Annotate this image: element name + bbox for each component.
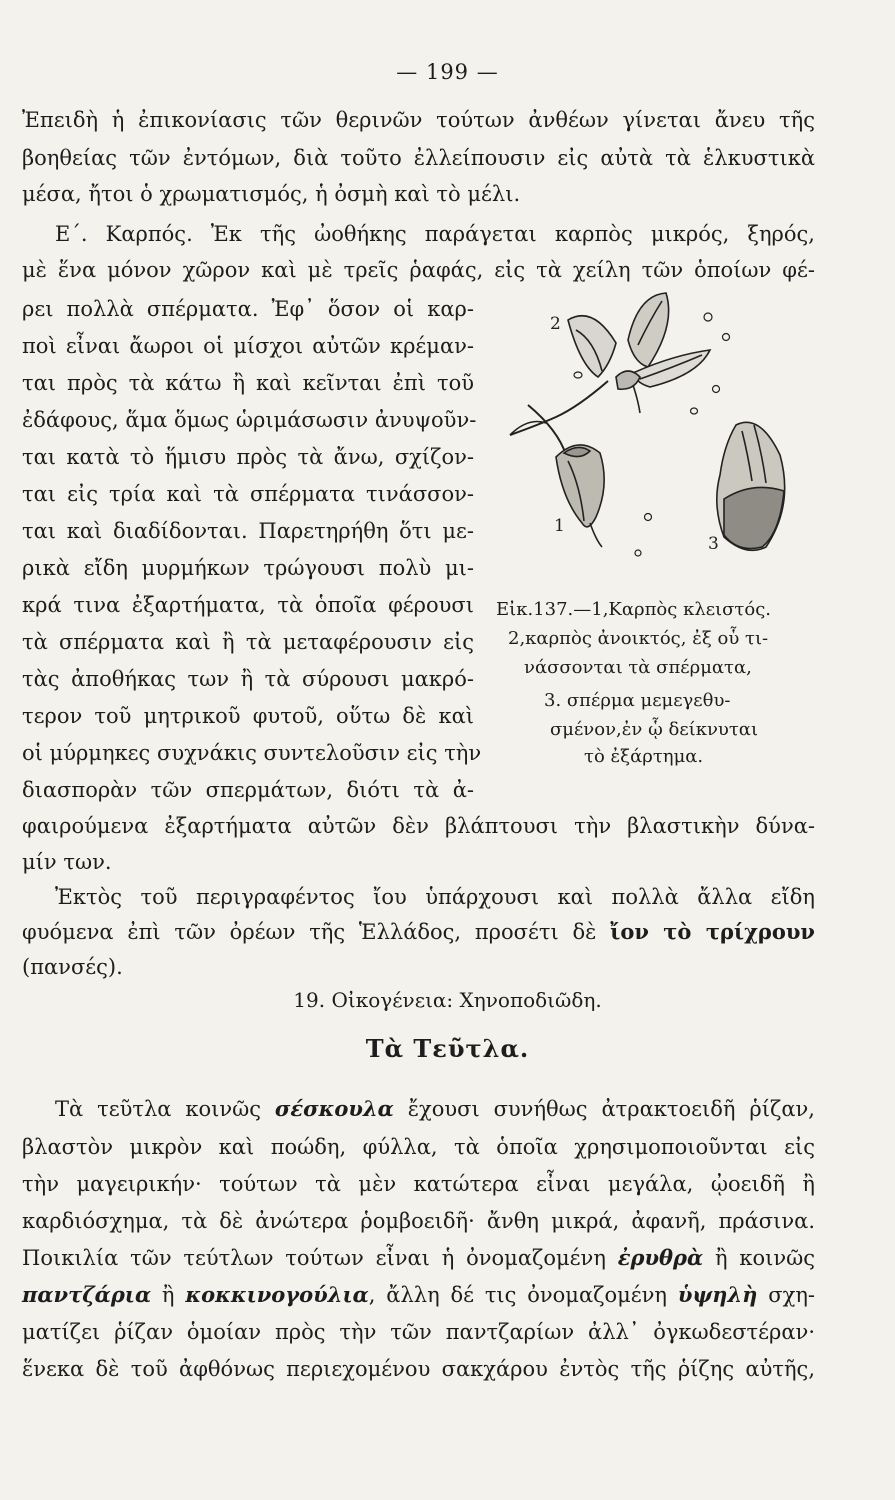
- term-erythra: ἐρυθρὰ: [617, 1245, 704, 1270]
- text-line: τὴν μαγειρικήν· τούτων τὰ μὲν κατώτερα εἶναι μεγάλα, ᾠοειδῆ ἢ: [22, 1172, 815, 1196]
- column-line: ρικὰ εἴδη μυρμήκων τρώγουσι πολὺ μι-: [22, 556, 474, 580]
- section-title: Τὰ Τεῦτλα.: [365, 1034, 530, 1063]
- column-line: ἐδάφους, ἅμα ὅμως ὡριμάσωσιν ἀνυψοῦν-: [22, 408, 477, 432]
- column-line: ται κατὰ τὸ ἥμισυ πρὸς τὰ ἄνω, σχίζον-: [22, 445, 474, 469]
- figure-caption-line: τὸ ἐξάρτημα.: [584, 746, 704, 767]
- term-ypsili: ὑψηλὴ: [677, 1282, 758, 1307]
- text-line: ἕνεκα δὲ τοῦ ἀφθόνως περιεχομένου σακχάρου ἐντὸς τῆς ῥίζης αὐτῆς,: [22, 1357, 815, 1381]
- text-line: (πανσές).: [22, 955, 123, 979]
- term-seskoula: σέσκουλα: [274, 1096, 394, 1121]
- text-line: [22, 918, 815, 946]
- text-run: , ἄλλη δέ τις ὀνομαζομένη: [368, 1283, 678, 1307]
- text-line: βοηθείας τῶν ἐντόμων, διὰ τοῦτο ἐλλείπουσιν εἰς αὐτὰ τὰ ἑλκυστικὰ: [22, 146, 815, 170]
- column-line: τὰς ἀποθήκας των ἢ τὰ σύρουσι μακρό-: [22, 667, 474, 691]
- figure-label-1: 1: [554, 516, 565, 536]
- text-run: Τὰ τεῦτλα κοινῶς: [55, 1097, 275, 1121]
- column-line: ται εἰς τρία καὶ τὰ σπέρματα τινάσσον-: [22, 482, 474, 506]
- figure-caption-line: 3. σπέρμα μεμεγεθυ-: [544, 690, 731, 711]
- bold-term-tricolor-violet: ἴον τὸ τρίχρουν: [610, 919, 816, 944]
- term-pantzaria: παντζάρια: [22, 1282, 152, 1307]
- text-line: καρδιόσχημα, τὰ δὲ ἀνώτερα ῥομβοειδῆ· ἄνθη μικρά, ἀφανῆ, πράσινα.: [22, 1209, 815, 1233]
- text-run: σχη-: [757, 1283, 816, 1307]
- text-line: μὲ ἕνα μόνον χῶρον καὶ μὲ τρεῖς ῥαφάς, εἰς τὰ χείλη τῶν ὁποίων φέ-: [22, 258, 815, 282]
- text-run: φυόμενα ἐπὶ τῶν ὀρέων τῆς Ἑλλάδος, προσέτι δὲ: [22, 920, 611, 944]
- figure-caption-line: νάσσονται τὰ σπέρματα,: [524, 657, 752, 678]
- column-line: οἱ μύρμηκες συχνάκις συντελοῦσιν εἰς τὴν: [22, 741, 482, 765]
- text-line: φαιρούμενα ἐξαρτήματα αὐτῶν δὲν βλάπτουσι τὴν βλαστικὴν δύνα-: [22, 814, 815, 838]
- text-run: ἢ κοινῶς: [703, 1246, 816, 1270]
- fruit-illustration: [498, 285, 818, 585]
- column-line: ρει πολλὰ σπέρματα. Ἐφ᾽ ὅσον οἱ καρ-: [22, 297, 474, 321]
- figure-caption-line: 2,καρπὸς ἀνοικτός, ἐξ οὗ τι-: [508, 628, 769, 649]
- text-line-fruit-heading: Ε΄. Καρπός. Ἐκ τῆς ὠοθήκης παράγεται καρπὸς μικρός, ξηρός,: [55, 222, 815, 246]
- figure-caption-line: Εἰκ.137.—1,Καρπὸς κλειστός.: [496, 599, 772, 620]
- figure-caption-line: σμένον,ἐν ᾧ δείκνυται: [550, 719, 759, 740]
- page-number: — 199 —: [396, 60, 499, 84]
- text-run: Ποικιλία τῶν τεύτλων τούτων εἶναι ἡ ὀνομαζομένη: [22, 1246, 618, 1270]
- column-line: ται καὶ διαδίδονται. Παρετηρήθη ὅτι με-: [22, 519, 474, 543]
- text-run: ἔχουσι συνήθως ἀτρακτοειδῆ ῥίζαν,: [393, 1097, 815, 1121]
- figure-label-2: 2: [550, 314, 561, 334]
- text-line: βλαστὸν μικρὸν καὶ ποώδη, φύλλα, τὰ ὁποῖα χρησιμοποιοῦνται εἰς: [22, 1135, 815, 1159]
- text-line: Ἐκτὸς τοῦ περιγραφέντος ἴου ὑπάρχουσι καὶ πολλὰ ἄλλα εἴδη: [55, 885, 815, 909]
- text-run: ἢ: [151, 1283, 186, 1307]
- column-line: διασπορὰν τῶν σπερμάτων, διότι τὰ ἀ-: [22, 778, 474, 802]
- text-line: [22, 1281, 815, 1309]
- text-line: [55, 1095, 815, 1123]
- family-heading: 19. Οἰκογένεια: Χηνοποδιῶδη.: [293, 988, 602, 1012]
- text-line: Ἐπειδὴ ἡ ἐπικονίασις τῶν θερινῶν τούτων ἀνθέων γίνεται ἄνευ τῆς: [22, 108, 815, 132]
- column-line: τὰ σπέρματα καὶ ἢ τὰ μεταφέρουσιν εἰς: [22, 630, 474, 654]
- column-line: ποὶ εἶναι ἄωροι οἱ μίσχοι αὐτῶν κρέμαν-: [22, 334, 474, 358]
- text-line: μέσα, ἤτοι ὁ χρωματισμός, ἡ ὀσμὴ καὶ τὸ μέλι.: [22, 182, 521, 206]
- text-line: ματίζει ῥίζαν ὁμοίαν πρὸς τὴν τῶν παντζαρίων ἀλλ᾽ ὀγκωδεστέραν·: [22, 1320, 815, 1344]
- column-line: ται πρὸς τὰ κάτω ἢ καὶ κεῖνται ἐπὶ τοῦ: [22, 371, 474, 395]
- term-kokkinogoulia: κοκκινογούλια: [185, 1282, 369, 1307]
- column-line: τερον τοῦ μητρικοῦ φυτοῦ, οὕτω δὲ καὶ: [22, 704, 474, 728]
- figure-label-3: 3: [708, 534, 719, 554]
- text-line: μίν των.: [22, 850, 112, 874]
- text-line: [22, 1244, 815, 1272]
- column-line: κρά τινα ἐξαρτήματα, τὰ ὁποῖα φέρουσι: [22, 593, 474, 617]
